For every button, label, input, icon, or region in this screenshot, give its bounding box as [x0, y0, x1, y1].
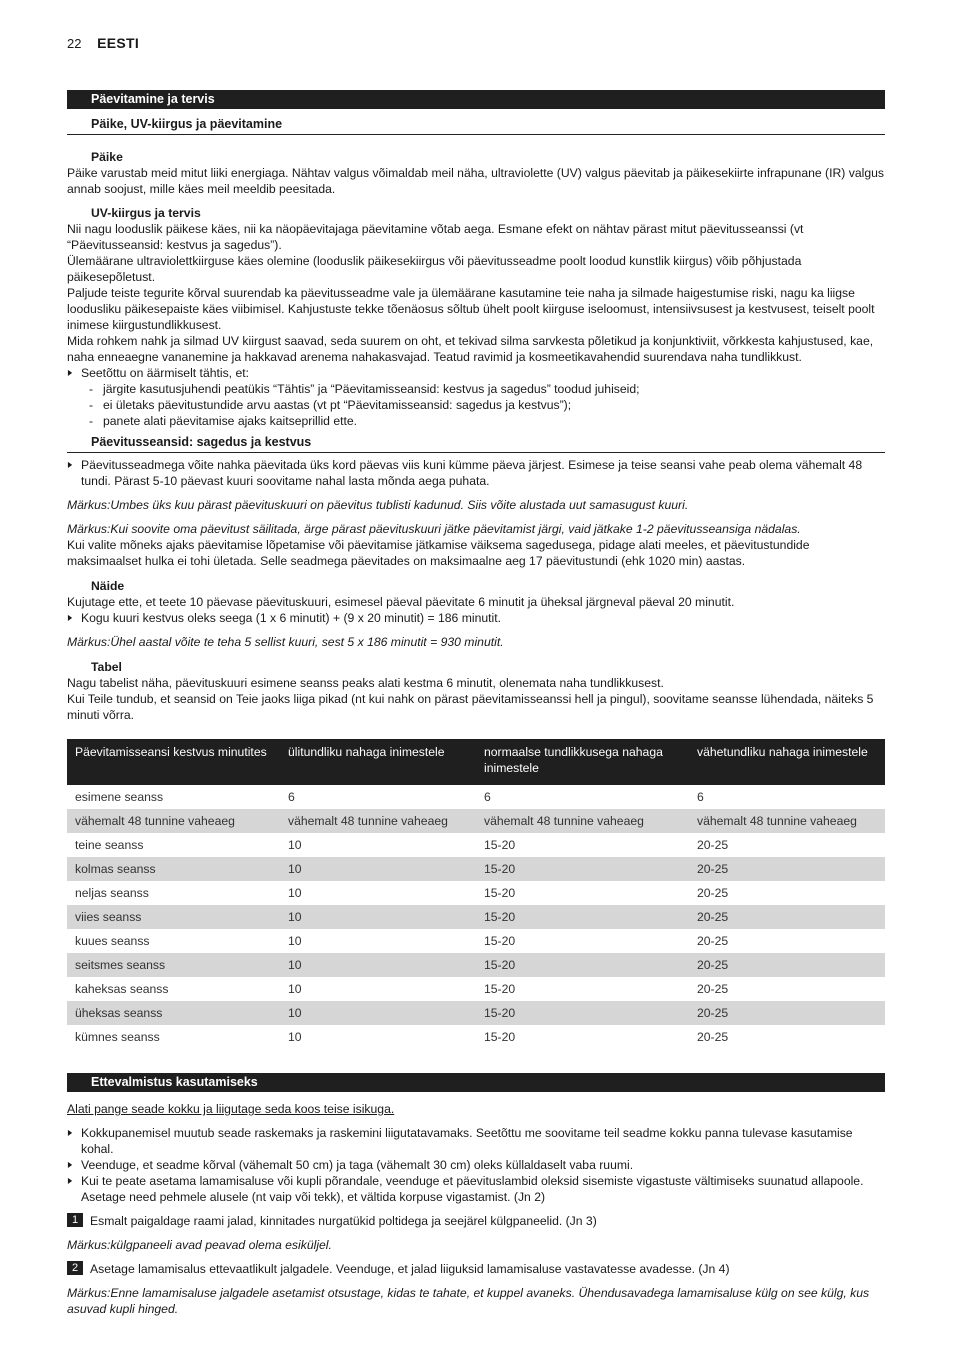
table-cell: 20-25	[697, 1030, 729, 1044]
paragraph-uv-2: Ülemäärane ultraviolettkiirguse käes olemine (looduslik päikesekiirgus või päevitusseadme poolt loodud kunstlik kiirgus) võib põhjustada päikesepõletust.	[67, 254, 802, 284]
page-header	[67, 34, 139, 53]
table-cell: 20-25	[697, 934, 729, 948]
subheading-sun-uv: Päike, UV-kiirgus ja päevitamine	[67, 116, 885, 135]
step-number: 2	[67, 1261, 83, 1275]
paragraph-max-hours: Kui valite mõneks ajaks päevitamise lõpetamise või päevitamise jätkamise väiksema sagedusega, pidage alati meeles, et päevitustundide maksimaalset hulka ei tohi ületada. Selle seadmega päevitades on maksimaalne aeg 17 päevitustundi (ehk 1020 min) aastas.	[67, 538, 810, 568]
table-cell: kuues seanss	[75, 934, 150, 948]
table-cell: 20-25	[697, 886, 729, 900]
table-cell: 10	[288, 838, 302, 852]
table-cell: teine seanss	[75, 838, 144, 852]
table-row	[67, 857, 885, 881]
label-sun: Päike	[91, 150, 123, 164]
table-cell: vähemalt 48 tunnine vaheaeg	[476, 809, 689, 833]
session-table	[67, 739, 885, 1049]
paragraph-table-2: Kui Teile tundub, et seansid on Teie jaoks liiga pikad (nt kui nahk on pärast päevitamisseanssi hell ja pingul), soovitame seansse lühendada, näiteks 5 minuti võrra.	[67, 692, 874, 722]
label-uv: UV-kiirgus ja tervis	[91, 206, 201, 220]
table-cell: neljas seanss	[75, 886, 149, 900]
table-cell: vähemalt 48 tunnine vaheaeg	[689, 809, 885, 833]
table-cell: 20-25	[689, 1001, 885, 1025]
step-1	[67, 1213, 885, 1229]
table-row	[67, 977, 885, 1001]
paragraph-uv-1: Nii nagu looduslik päikese käes, nii ka näopäevitajaga päevitamine võtab aega. Esmane efekt on nähtav pärast mitut päevitusseanssi (vt “Päevitusseansid: kestvus ja sagedus”).	[67, 222, 804, 252]
table-cell: 6	[288, 790, 295, 804]
note-1: Märkus:Umbes üks kuu pärast päevituskuuri on päevitus tublisti kadunud. Siis võite alustada uut samasugust kuuri.	[67, 498, 689, 512]
paragraph-uv-3: Paljude teiste tegurite kõrval suurendab ka päevitusseadme vale ja ülemäärane kasutamine teie naha ja silmade haigestumise riski, nagu ka liigse loodusliku päikesepaiste käes viibimisel. Kahjustuste tekke tõenäosus sõltub ühelt poolt kiirguse iseloomust, intensiivsusest ja kestvusest, teiselt poolt inimese kiirgustundlikkusest.	[67, 286, 875, 332]
bullet-example: ▶ Kogu kuuri kestvus oleks seega (1 x 6 minutit) + (9 x 20 minutit) = 186 minutit.	[67, 610, 885, 626]
table-cell: 15-20	[476, 905, 689, 929]
dash-item-text: panete alati päevitamise ajaks kaitseprillid ette.	[103, 414, 358, 428]
table-cell: 15-20	[476, 857, 689, 881]
table-cell: 20-25	[689, 857, 885, 881]
table-row	[67, 905, 885, 929]
table-row	[67, 833, 885, 857]
step-2	[67, 1261, 885, 1277]
label-example: Näide	[91, 579, 125, 593]
bullet-important: ▶ Seetõttu on äärmiselt tähtis, et:	[67, 365, 885, 381]
table-cell: 6	[697, 790, 704, 804]
dash-item-text: järgite kasutusjuhendi peatükis “Tähtis” ja “Päevitamisseansid: kestvus ja sagedus” toodud juhiseid;	[103, 382, 640, 396]
bullet-sessions: ▶ Päevitusseadmega võite nahka päevitada üks kord päevas viis kuni kümme päeva järjest. Esimese ja teise seansi vahe peab olema vähemalt 48 tundi. Pärast 5-10 päevast kuuri soovitame nahal lasta mõnda aega puhata.	[67, 457, 885, 489]
table-cell: 15-20	[476, 953, 689, 977]
table-cell: 15-20	[484, 838, 516, 852]
step-text: Esmalt paigaldage raami jalad, kinnitades nurgatükid poltidega ja seejärel külgpaneelid. (Jn 3)	[90, 1214, 597, 1228]
table-row	[67, 785, 885, 809]
table-cell: 10	[280, 953, 476, 977]
dash-item-text: ei ületaks päevitustundide arvu aastas (vt pt “Päevitamisseansid: sagedus ja kestvus”);	[103, 398, 572, 412]
subheading-sessions: Päevitusseansid: sagedus ja kestvus	[67, 434, 885, 453]
step-number: 1	[67, 1213, 83, 1227]
column-header: Päevitamisseansi kestvus minutites	[67, 739, 280, 785]
warning-line	[67, 1101, 885, 1117]
table-row	[67, 1025, 885, 1049]
table-cell: kolmas seanss	[67, 857, 280, 881]
table-row	[67, 929, 885, 953]
table-cell: vähemalt 48 tunnine vaheaeg	[280, 809, 476, 833]
section-bar-preparation: Ettevalmistus kasutamiseks	[67, 1073, 885, 1092]
table-cell: kümnes seanss	[75, 1030, 160, 1044]
step-text: Asetage lamamisalus ettevaatlikult jalgadele. Veenduge, et jalad liiguksid lamamisaluse vastavatesse avadesse. (Jn 4)	[90, 1262, 730, 1276]
dash-item	[67, 381, 885, 397]
table-cell: 6	[484, 790, 491, 804]
table-cell: 20-25	[689, 953, 885, 977]
page-content	[67, 90, 885, 1317]
column-header: ülitundliku nahaga inimestele	[280, 739, 476, 785]
paragraph-example: Kujutage ette, et teete 10 päevase päevituskuuri, esimesel päeval päevitate 6 minutit ja üheksal järgneval päeval 20 minutit.	[67, 595, 735, 609]
note-step-2: Märkus:Enne lamamisaluse jalgadele asetamist otsustage, kidas te tahate, et kuppel avaneks. Ühendusavadega lamamisaluse külg on see külg, kus asuvad kupli hinged.	[67, 1286, 870, 1316]
table-cell: 10	[280, 1001, 476, 1025]
paragraph-sun: Päike varustab meid mitut liiki energiaga. Nähtav valgus võimaldab meil näha, ultraviolette (UV) valgus päevitab ja päikesekiirte infrapunane (IR) valgus annab soojust, mille käes meil meeldib peesitada.	[67, 166, 884, 196]
table-cell: 15-20	[484, 1030, 516, 1044]
language-title: EESTI	[97, 35, 140, 51]
table-cell: 20-25	[689, 905, 885, 929]
table-cell: 10	[280, 905, 476, 929]
table-cell: 15-20	[484, 886, 516, 900]
table-row	[67, 1001, 885, 1025]
bullet-prep-3: ▶ Kui te peate asetama lamamisaluse või kupli põrandale, veenduge et päevituslambid oleksid sisemiste vigastuste vältimiseks suunatud allapoole. Asetage need pehmele alusele (nt vaip või tekk), et vältida korpuse vigastamist. (Jn 2)	[67, 1173, 885, 1205]
paragraph-uv-4: Mida rohkem nahk ja silmad UV kiirgust saavad, seda suurem on oht, et tekivad silma sarvkesta põletikud ja konjunktiviit, võrkkesta kahjustused, kae, naha enneaegne vananemine ja hakkavad arenema nahakasvajad. Teatud ravimid ja kosmeetikavahendid suurendava naha tundlikkust.	[67, 334, 874, 364]
table-cell: 15-20	[484, 982, 516, 996]
table-cell: 10	[288, 886, 302, 900]
table-cell: 20-25	[697, 982, 729, 996]
table-cell: üheksas seanss	[67, 1001, 280, 1025]
section-bar-tanning-health: Päevitamine ja tervis	[67, 90, 885, 109]
note-3: Märkus:Ühel aastal võite te teha 5 sellist kuuri, sest 5 x 186 minutit = 930 minutit.	[67, 635, 504, 649]
page-number: 22	[67, 36, 82, 51]
table-cell: 10	[288, 934, 302, 948]
table-cell: 10	[288, 982, 302, 996]
table-row	[67, 809, 885, 833]
table-cell: viies seanss	[67, 905, 280, 929]
label-table: Tabel	[91, 660, 122, 674]
dash-item	[67, 413, 885, 429]
table-body	[67, 785, 885, 1049]
bullet-prep-1: ▶ Kokkupanemisel muutub seade raskemaks ja raskemini liigutatavamaks. Seetõttu me soovitame teil seadme kokku panna tulevase kasutamise kohal.	[67, 1125, 885, 1157]
table-cell: 15-20	[484, 934, 516, 948]
table-cell: 15-20	[476, 1001, 689, 1025]
table-header-row	[67, 739, 885, 785]
table-cell: esimene seanss	[75, 790, 164, 804]
warning-text: Alati pange seade kokku ja liigutage seda koos teise isikuga.	[67, 1102, 395, 1116]
bullet-prep-2: ▶ Veenduge, et seadme kõrval (vähemalt 50 cm) ja taga (vähemalt 30 cm) oleks küllaldaselt vaba ruumi.	[67, 1157, 885, 1173]
table-cell: seitsmes seanss	[67, 953, 280, 977]
table-row	[67, 953, 885, 977]
note-step-1: Märkus:külgpaneeli avad peavad olema esiküljel.	[67, 1238, 332, 1252]
table-cell: 10	[280, 857, 476, 881]
column-header: normaalse tundlikkusega nahaga inimestele	[476, 739, 689, 785]
table-cell: 10	[288, 1030, 302, 1044]
table-cell: 20-25	[697, 838, 729, 852]
paragraph-table-1: Nagu tabelist näha, päevituskuuri esimene seanss peaks alati kestma 6 minutit, olenemata naha tundlikkusest.	[67, 676, 664, 690]
dash-item	[67, 397, 885, 413]
table-cell: vähemalt 48 tunnine vaheaeg	[67, 809, 280, 833]
note-2: Märkus:Kui soovite oma päevitust säilitada, ärge pärast päevituskuuri jätke päevitamist järgi, vaid jätkake 1-2 päevitusseansiga nädalas.	[67, 522, 801, 536]
table-row	[67, 881, 885, 905]
table-cell: kaheksas seanss	[75, 982, 169, 996]
column-header: vähetundliku nahaga inimestele	[689, 739, 885, 785]
